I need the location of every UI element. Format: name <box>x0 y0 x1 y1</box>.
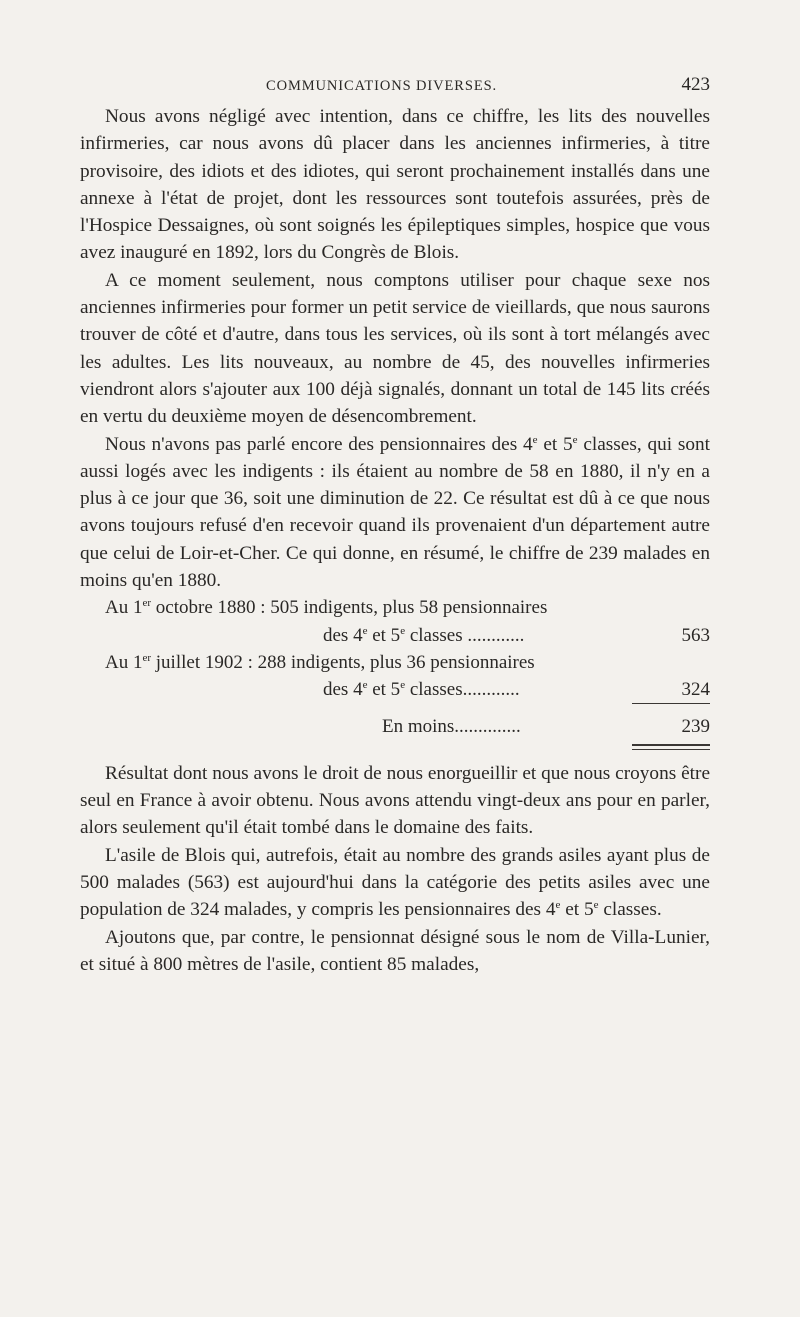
stats-label <box>105 649 535 676</box>
stats-label-cont <box>323 622 524 649</box>
stats-spacer <box>80 740 710 760</box>
stats-value-1880: 563 <box>681 624 710 646</box>
text-run: classes. <box>598 899 662 921</box>
paragraph-5 <box>80 842 710 924</box>
text-run: juillet 1902 : 288 indigents, plus 36 pensionnaires <box>151 651 535 673</box>
stats-row-1880 <box>80 594 710 621</box>
superscript: e <box>572 433 578 446</box>
superscript: e <box>532 433 538 446</box>
page-body <box>80 103 710 978</box>
page-number: 423 <box>681 74 710 95</box>
text-run: et 5 <box>560 899 594 921</box>
superscript: e <box>362 624 368 637</box>
running-head: COMMUNICATIONS DIVERSES. <box>266 78 498 94</box>
text-run: classes, qui sont aussi logés avec les indigents : ils étaient au nombre de 58 en 1880, il n'y en a plus à ce jour que 36, soit une diminution de 22. Ce résultat est dû à ce que nous avons toujours refusé d'en recevoir quand ils provenaient d'un département autre que celui de Loir-et-Cher. Ce qui donne, en résumé, le chiffre de 239 malades en moins qu'en 1880. <box>80 433 711 592</box>
paragraph-6: Ajoutons que, par contre, le pensionnat désigné sous le nom de Villa-Lunier, et situé à 800 mètres de l'asile, contient 85 malades, <box>80 926 710 975</box>
stats-total-value: 239 <box>681 715 710 737</box>
text-run: et 5 <box>367 624 401 646</box>
total-double-rule <box>632 744 710 750</box>
text-run: classes ............ <box>405 624 525 646</box>
page-header <box>80 72 710 102</box>
subtraction-rule <box>632 703 710 704</box>
paragraph-1: Nous avons négligé avec intention, dans ce chiffre, les lits des nouvelles infirmeries, car nous avons dû placer dans les anciennes infirmeries, à titre provisoire, des idiots et des idiotes, qui seront prochainement installés dans une annexe à l'état de projet, dont les ressources sont toutefois assurées, près de l'Hospice Dessaignes, où sont soignés les épileptiques simples, hospice que vous avez inauguré en 1892, lors du Congrès de Blois. <box>80 106 710 264</box>
stats-value-1902: 324 <box>681 679 710 701</box>
text-run: Au 1 <box>105 597 143 619</box>
text-run: Nous n'avons pas parlé encore des pensionnaires des 4 <box>105 433 533 455</box>
paragraph-3 <box>80 431 710 595</box>
stats-total-label: En moins.............. <box>382 715 521 737</box>
text-run: L'asile de Blois qui, autrefois, était au nombre des grands asiles ayant plus de 500 malades (563) est aujourd'hui dans la catégorie des petits asiles avec une population de 324 malades, y compris les pensionnaires des 4 <box>80 844 710 921</box>
superscript: e <box>593 899 599 912</box>
stats-label <box>105 594 547 621</box>
statistics-table <box>80 594 710 759</box>
text-run: des 4 <box>323 624 363 646</box>
stats-row-1902 <box>80 649 710 676</box>
stats-row-1880-cont <box>80 622 710 649</box>
superscript: er <box>142 597 152 610</box>
paragraph-2: A ce moment seulement, nous comptons utiliser pour chaque sexe nos anciennes infirmeries pour former un petit service de vieillards, que nous saurons trouver de côté et d'autre, dans tous les services, où ils sont à tort mélangés avec les adultes. Les lits nouveaux, au nombre de 45, des nouvelles infirmeries viendront alors s'ajouter aux 100 déjà signalés, donnant un total de 145 lits créés en vertu du deuxième moyen de désencombrement. <box>80 269 710 428</box>
paragraph-4: Résultat dont nous avons le droit de nous enorgueillir et que nous croyons être seul en France à avoir obtenu. Nous avons attendu vingt-deux ans pour en parler, alors seulement qu'il était tombé dans le domaine des faits. <box>80 762 710 839</box>
text-run: octobre 1880 : 505 indigents, plus 58 pensionnaires <box>151 597 548 619</box>
text-run: et 5 <box>537 433 573 455</box>
superscript: e <box>362 679 368 692</box>
stats-row-total <box>80 713 710 740</box>
text-run: Au 1 <box>105 651 143 673</box>
stats-label-cont <box>323 676 520 703</box>
superscript: er <box>142 651 152 664</box>
superscript: e <box>400 624 406 637</box>
text-run: des 4 <box>323 679 363 701</box>
superscript: e <box>400 679 406 692</box>
text-run: et 5 <box>367 679 401 701</box>
text-run: classes............ <box>405 679 520 701</box>
stats-row-1902-cont <box>80 676 710 703</box>
superscript: e <box>555 899 561 912</box>
